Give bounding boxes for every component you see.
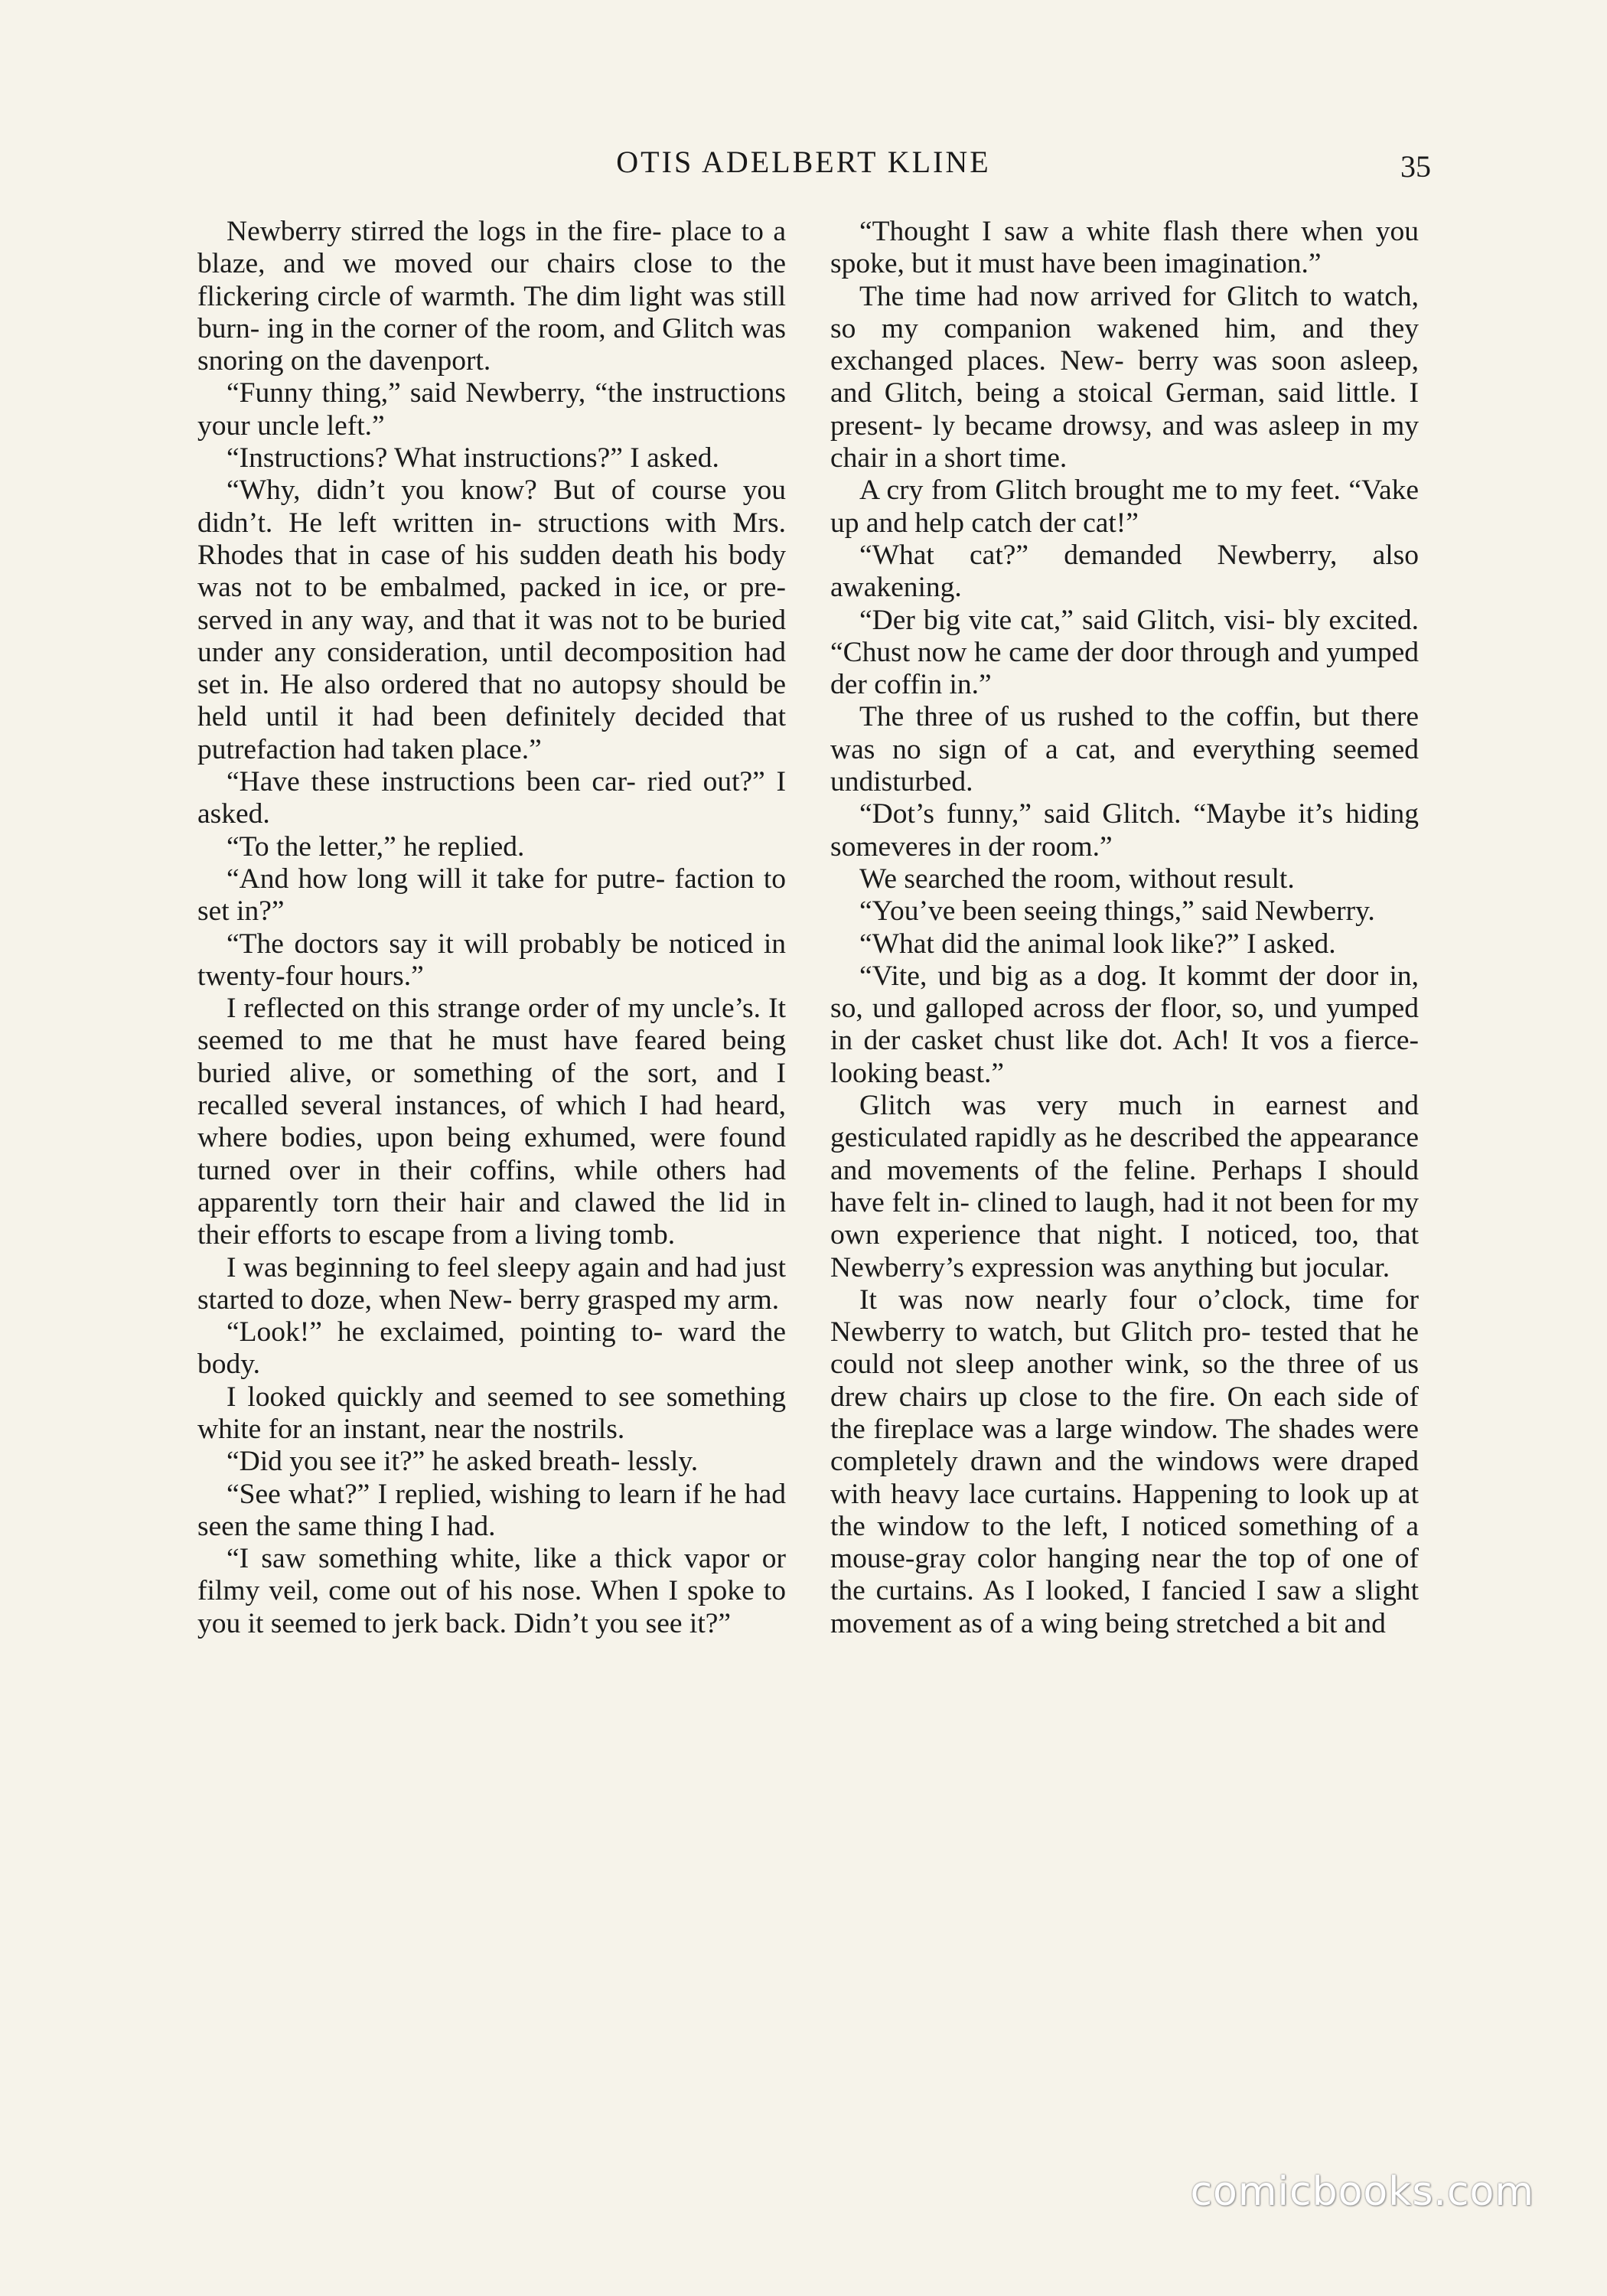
paragraph: A cry from Glitch brought me to my feet. “Vake up and help catch der cat!” xyxy=(830,475,1419,539)
right-column xyxy=(830,216,1419,2053)
paragraph: “You’ve been seeing things,” said Newberry. xyxy=(859,895,1375,928)
paragraph: “And how long will it take for putre- faction to set in?” xyxy=(197,863,786,928)
paragraph: “What did the animal look like?” I asked. xyxy=(859,928,1336,960)
page-number: 35 xyxy=(1400,149,1431,184)
paragraph: “Did you see it?” he asked breath- lessly. xyxy=(227,1446,699,1478)
paragraph: The three of us rushed to the coffin, but there was no sign of a cat, and everything seemed undisturbed. xyxy=(830,701,1419,798)
paragraph: I looked quickly and seemed to see something white for an instant, near the nostrils. xyxy=(197,1381,786,1445)
paragraph: “Vite, und big as a dog. It kommt der door in, so, und galloped across der floor, so, und yumped in der casket chust like dot. Ach! It vos a fierce- looking beast.” xyxy=(830,960,1419,1089)
paragraph: “To the letter,” he replied. xyxy=(227,830,525,863)
page-header xyxy=(176,144,1431,190)
paragraph: “Have these instructions been car- ried out?” I asked. xyxy=(197,766,786,830)
paragraph: Glitch was very much in earnest and gesticulated rapidly as he described the appearance and movements of the feline. Perhaps I should have felt in- clined to laugh, had it not been for my own experience that night. I noticed, too, that Newberry’s expression was anything but jocular. xyxy=(830,1090,1419,1283)
paragraph: “The doctors say it will probably be noticed in twenty-four hours.” xyxy=(197,928,786,992)
left-column xyxy=(197,216,786,2053)
paragraph: It was now nearly four o’clock, time for Newberry to watch, but Glitch pro- tested that he could not sleep another wink, so the three of us drew chairs up close to the fire. On each side of the fireplace was a large window. The shades were completely drawn and the windows were draped with heavy lace curtains. Happening to look up at the window to the left, I noticed something of a mouse-gray color hanging near the top of one of the curtains. As I looked, I fancied I saw a slight movement as of a wing being stretched a bit and xyxy=(830,1283,1419,1639)
paragraph: I was beginning to feel sleepy again and had just started to doze, when New- berry grasped my arm. xyxy=(197,1251,786,1316)
running-head-author: OTIS ADELBERT KLINE xyxy=(616,145,991,179)
paragraph: “What cat?” demanded Newberry, also awakening. xyxy=(830,539,1419,604)
watermark-logo: comicbooks.com xyxy=(1190,2169,1534,2215)
paragraph: Newberry stirred the logs in the fire- place to a blaze, and we moved our chairs close to the flickering circle of warmth. The dim light was still burn- ing in the corner of the room, and Glitch was snoring on the davenport. xyxy=(197,216,786,377)
paragraph: “Why, didn’t you know? But of course you didn’t. He left written in- structions with Mrs. Rhodes that in case of his sudden death his body was not to be embalmed, packed in ice, or pre- served in any way, and that it was not to be buried under any consideration, until decomposition had set in. He also ordered that no autopsy should be held until it had been definitely decided that putrefaction had taken place.” xyxy=(197,475,786,765)
text-columns xyxy=(197,216,1419,2053)
paragraph: We searched the room, without result. xyxy=(859,863,1295,895)
paragraph: I reflected on this strange order of my uncle’s. It seemed to me that he must have feared being buried alive, or something of the sort, and I recalled several instances, of which I had heard, where bodies, upon being exhumed, were found turned over in their coffins, while others had apparently torn their hair and clawed the lid in their efforts to escape from a living tomb. xyxy=(197,993,786,1251)
paragraph: “Der big vite cat,” said Glitch, visi- bly excited. “Chust now he came der door through and yumped der coffin in.” xyxy=(830,604,1419,701)
paragraph: “Dot’s funny,” said Glitch. “Maybe it’s hiding someveres in der room.” xyxy=(830,798,1419,863)
paragraph: The time had now arrived for Glitch to watch, so my companion wakened him, and they exchanged places. New- berry was soon asleep, and Glitch, being a stoical German, said little. I present- ly became drowsy, and was asleep in my chair in a short time. xyxy=(830,280,1419,475)
paragraph: “Instructions? What instructions?” I asked. xyxy=(227,442,719,475)
paragraph: “I saw something white, like a thick vapor or filmy veil, come out of his nose. When I spoke to you it seemed to jerk back. Didn’t you see it?” xyxy=(197,1543,786,1639)
paragraph: “Look!” he exclaimed, pointing to- ward the body. xyxy=(197,1316,786,1381)
paragraph: “Thought I saw a white flash there when you spoke, but it must have been imagination.” xyxy=(830,216,1419,280)
paragraph: “See what?” I replied, wishing to learn if he had seen the same thing I had. xyxy=(197,1478,786,1542)
paragraph: “Funny thing,” said Newberry, “the instructions your uncle left.” xyxy=(197,377,786,442)
